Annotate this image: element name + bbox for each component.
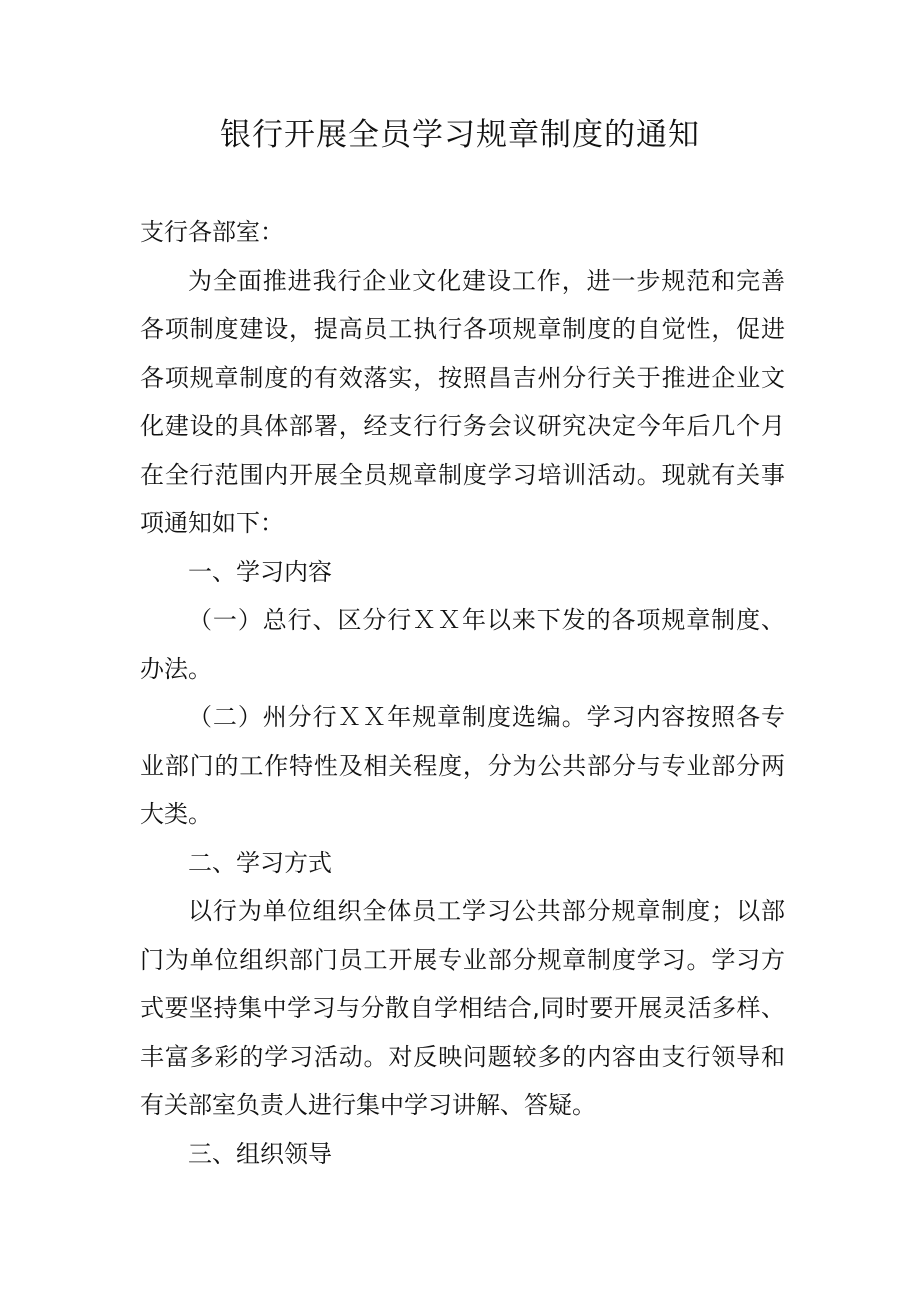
section-heading-study-content: 一、学习内容 (188, 557, 332, 586)
study-content-item-1: （一）总行、区分行ＸＸ年以来下发的各项规章制度、办法。 (140, 606, 785, 683)
salutation: 支行各部室： (140, 218, 284, 246)
intro-paragraph: 为全面推进我行企业文化建设工作，进一步规范和完善各项制度建设，提高员工执行各项规章制度的自觉性，促进各项规章制度的有效落实，按照昌吉州分行关于推进企业文化建设的具体部署，经支行行务会议研究决定今年后几个月在全行范围内开展全员规章制度学习培训活动。现就有关事项通知如下： (140, 266, 785, 537)
document-title: 银行开展全员学习规章制度的通知 (220, 117, 700, 153)
study-content-item-2: （二）州分行ＸＸ年规章制度选编。学习内容按照各专业部门的工作特性及相关程度，分为公共部分与专业部分两大类。 (140, 703, 785, 828)
study-method-paragraph: 以行为单位组织全体员工学习公共部分规章制度；以部门为单位组织部门员工开展专业部分规章制度学习。学习方式要坚持集中学习与分散自学相结合,同时要开展灵活多样、丰富多彩的学习活动。对反映问题较多的内容由支行领导和有关部室负责人进行集中学习讲解、答疑。 (140, 897, 785, 1119)
section-heading-study-method: 二、学习方式 (188, 848, 332, 877)
document-body (140, 208, 785, 1178)
section-heading-organization: 三、组织领导 (188, 1139, 332, 1168)
